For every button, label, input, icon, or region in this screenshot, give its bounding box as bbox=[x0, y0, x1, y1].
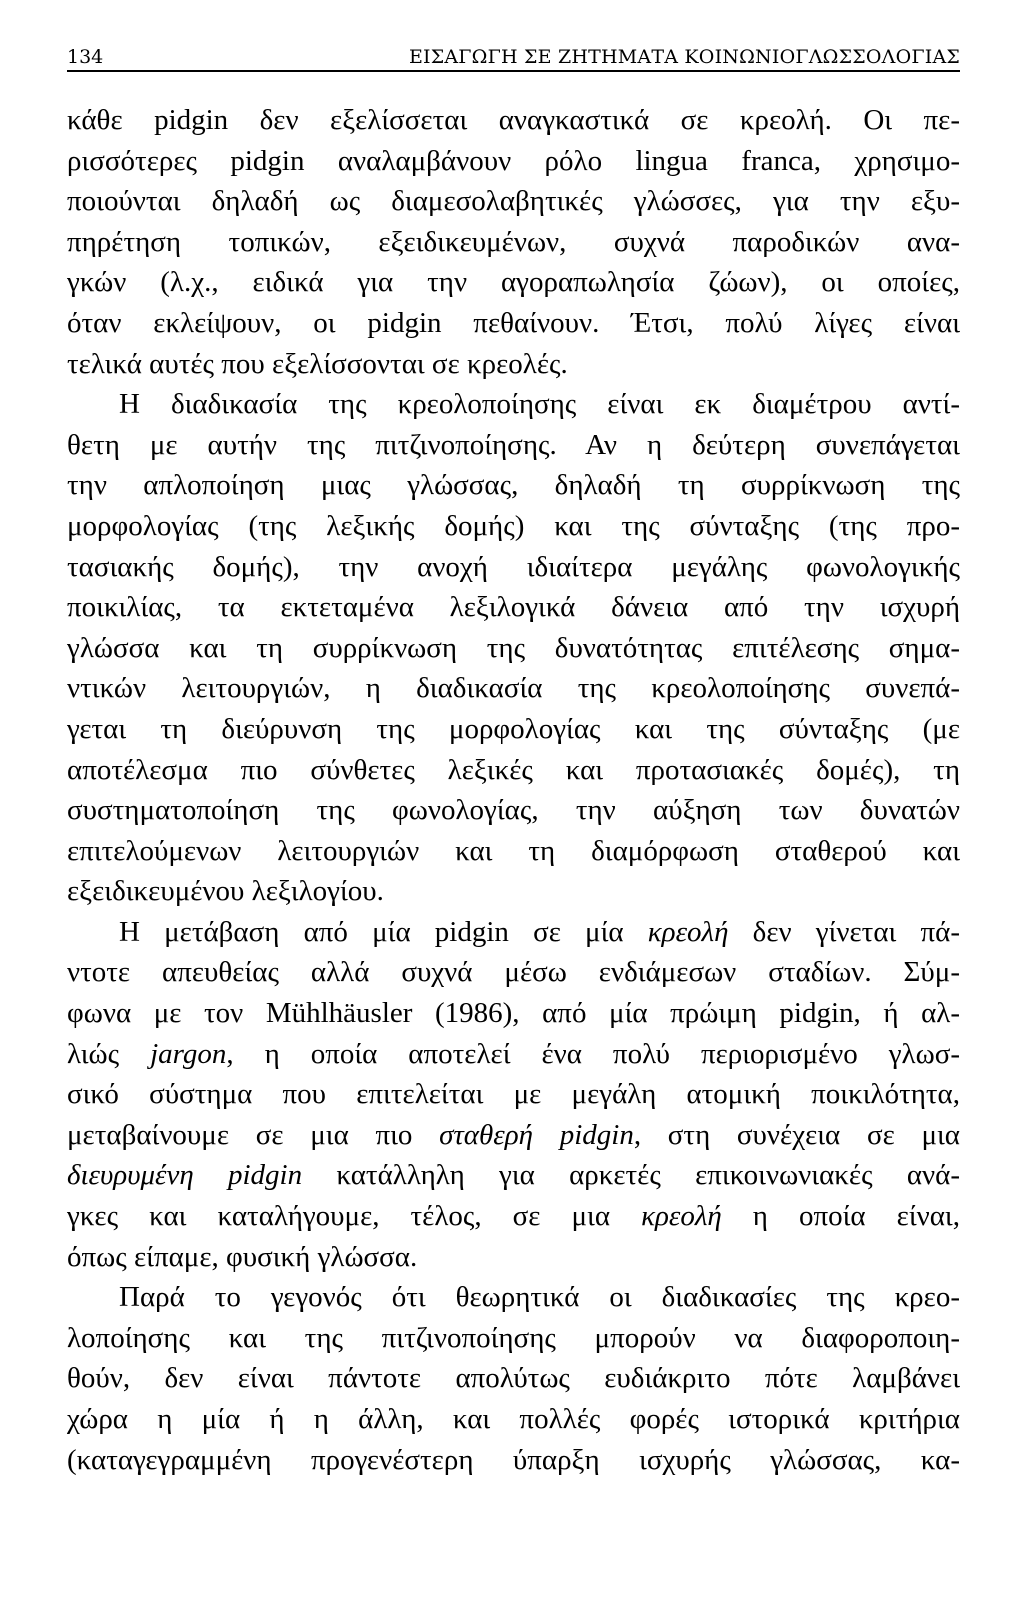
text-line: ρισσότερες pidgin αναλαμβάνουν ρόλο lingua franca, χρησιμο- bbox=[67, 144, 960, 177]
text-line: συστηματοποίηση της φωνολογίας, την αύξηση των δυνατών bbox=[67, 794, 960, 827]
text-line: φωνα με τον Mühlhäusler (1986), από μία πρώιμη pidgin, ή αλ- bbox=[67, 997, 960, 1030]
text-line: γεται τη διεύρυνση της μορφολογίας και της σύνταξης (με bbox=[67, 712, 960, 745]
italic-term: jargon bbox=[150, 1037, 227, 1070]
page-number: 134 bbox=[67, 46, 104, 68]
text-line: ντικών λειτουργιών, η διαδικασία της κρεολοποίησης συνεπά- bbox=[67, 672, 960, 705]
text-line: λοποίησης και της πιτζινοποίησης μπορούν να διαφοροποιη- bbox=[67, 1321, 960, 1354]
text-line: σικό σύστημα που επιτελείται με μεγάλη ατομική ποικιλότητα, bbox=[67, 1078, 960, 1111]
text-line: γκες και καταλήγουμε, τέλος, σε μια κρεολή η οποία είναι, bbox=[67, 1200, 960, 1233]
text-line: γλώσσα και τη συρρίκνωση της δυνατότητας επιτέλεσης σημα- bbox=[67, 631, 960, 664]
text-line: λιώς jargon, η οποία αποτελεί ένα πολύ περιορισμένο γλωσ- bbox=[67, 1037, 960, 1070]
text-line: Η μετάβαση από μία pidgin σε μία κρεολή δεν γίνεται πά- bbox=[119, 915, 960, 948]
italic-term: κρεολή bbox=[647, 915, 729, 948]
text-line: τασιακής δομής), την ανοχή ιδιαίτερα μεγάλης φωνολογικής bbox=[67, 550, 960, 583]
paragraph bbox=[67, 384, 960, 912]
text-line: ποιούνται δηλαδή ως διαμεσολαβητικές γλώσσες, για την εξυ- bbox=[67, 185, 960, 218]
body-text bbox=[67, 100, 960, 1480]
italic-term: διευρυμένη pidgin bbox=[67, 1159, 303, 1192]
italic-term: κρεολή bbox=[641, 1200, 722, 1233]
text-line: Παρά το γεγονός ότι θεωρητικά οι διαδικασίες της κρεο- bbox=[119, 1281, 960, 1314]
text-line: γκών (λ.χ., ειδικά για την αγοραπωλησία ζώων), οι οποίες, bbox=[67, 266, 960, 299]
text-line: τελικά αυτές που εξελίσσονται σε κρεολές. bbox=[67, 347, 568, 380]
paragraph bbox=[67, 912, 960, 1277]
text-line: χώρα η μία ή η άλλη, και πολλές φορές ιστορικά κριτήρια bbox=[67, 1403, 960, 1435]
text-line: θετη με αυτήν της πιτζινοποίησης. Αν η δεύτερη συνεπάγεται bbox=[67, 428, 960, 461]
text-line: διευρυμένη pidgin κατάλληλη για αρκετές επικοινωνιακές ανά- bbox=[67, 1159, 960, 1192]
text-line: (καταγεγραμμένη προγενέστερη ύπαρξη ισχυρής γλώσσας, κα- bbox=[67, 1443, 960, 1476]
text-line: πηρέτηση τοπικών, εξειδικευμένων, συχνά παροδικών ανα- bbox=[67, 225, 960, 258]
paragraph bbox=[67, 1277, 960, 1480]
text-line: θούν, δεν είναι πάντοτε απολύτως ευδιάκριτο πότε λαμβάνει bbox=[67, 1362, 960, 1395]
text-line: την απλοποίηση μιας γλώσσας, δηλαδή τη συρρίκνωση της bbox=[67, 469, 960, 502]
text-line: αποτέλεσμα πιο σύνθετες λεξικές και προτασιακές δομές), τη bbox=[67, 753, 960, 786]
running-title: ΕΙΣΑΓΩΓΗ ΣΕ ΖΗΤΗΜΑΤΑ ΚΟΙΝΩΝΙΟΓΛΩΣΣΟΛΟΓΙΑΣ bbox=[408, 46, 960, 68]
text-line: όταν εκλείψουν, οι pidgin πεθαίνουν. Έτσι, πολύ λίγες είναι bbox=[67, 306, 960, 339]
text-line: εξειδικευμένου λεξιλογίου. bbox=[67, 875, 384, 908]
text-line: κάθε pidgin δεν εξελίσσεται αναγκαστικά σε κρεολή. Οι πε- bbox=[67, 104, 960, 136]
text-line: ποικιλίας, τα εκτεταμένα λεξιλογικά δάνεια από την ισχυρή bbox=[67, 591, 960, 624]
text-line: μορφολογίας (της λεξικής δομής) και της σύνταξης (της προ- bbox=[67, 509, 960, 542]
text-line: μεταβαίνουμε σε μια πιο σταθερή pidgin, στη συνέχεια σε μια bbox=[67, 1118, 961, 1151]
text-line: επιτελούμενων λειτουργιών και τη διαμόρφωση σταθερού και bbox=[67, 834, 960, 867]
text-line: ντοτε απευθείας αλλά συχνά μέσω ενδιάμεσων σταδίων. Σύμ- bbox=[67, 956, 960, 989]
text-line: Η διαδικασία της κρεολοποίησης είναι εκ διαμέτρου αντί- bbox=[119, 388, 960, 421]
running-header bbox=[67, 44, 960, 72]
text-line: όπως είπαμε, φυσική γλώσσα. bbox=[67, 1240, 418, 1273]
italic-term: σταθερή pidgin bbox=[439, 1118, 634, 1151]
paragraph bbox=[67, 100, 960, 384]
